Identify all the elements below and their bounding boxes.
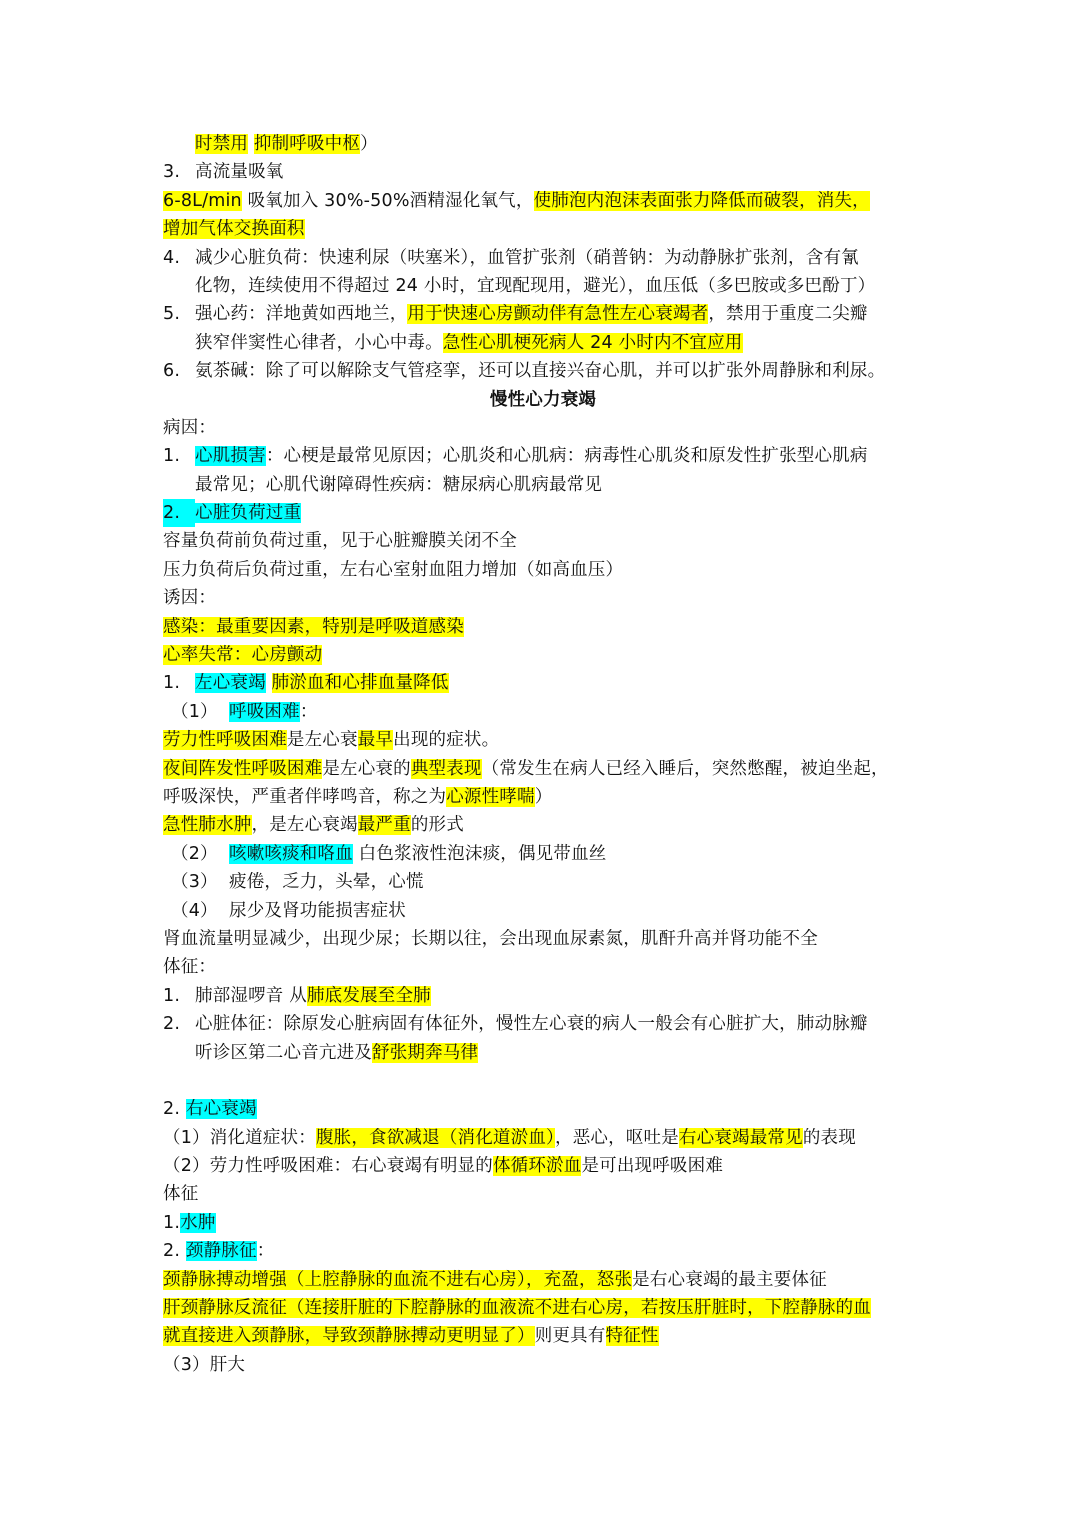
text-line (163, 1209, 923, 1237)
text-segment: ：心梗是最常见原因；心肌炎和心肌病：病毒性心肌炎和原发性扩张型心肌病 (265, 446, 868, 467)
list-number: 2. (163, 499, 195, 527)
text-line (163, 783, 923, 811)
text-line (163, 1266, 923, 1294)
text-segment: 尿少及肾功能损害症状 (229, 900, 406, 921)
highlight-cyan: 呼吸困难 (229, 701, 300, 722)
text-line (163, 698, 923, 726)
text-segment (248, 134, 254, 154)
text-segment: 慢性心力衰竭 (489, 389, 597, 410)
text-line (163, 1294, 923, 1322)
text-segment: 是左心衰的 (322, 758, 411, 779)
text-line (163, 641, 923, 669)
highlight-yellow: 增加气体交换面积 (163, 219, 305, 240)
text-segment: 氨茶碱：除了可以解除支气管痉挛，还可以直接兴奋心肌，并可以扩张外周静脉和利尿。 (195, 361, 886, 382)
text-line (163, 584, 923, 612)
text-line (163, 215, 923, 243)
highlight-yellow: 感染：最重要因素，特别是呼吸道感染 (163, 616, 464, 637)
text-segment: 肾血流量明显减少，出现少尿；长期以往，会出现血尿素氮，肌酐升高并肾功能不全 (163, 928, 818, 949)
highlight-cyan: 咳嗽咳痰和咯血 (229, 843, 353, 864)
text-segment: 的形式 (410, 815, 464, 836)
text-segment: 1. (163, 1212, 181, 1233)
highlight-yellow: 心源性哮喘 (446, 786, 535, 807)
highlight-yellow: 使肺泡内泡沫表面张力降低而破裂，消失， (533, 190, 870, 211)
text-line (163, 1152, 923, 1180)
highlight-yellow: 时禁用 (195, 134, 249, 154)
section-title (163, 386, 923, 414)
text-line (163, 811, 923, 839)
highlight-yellow: 急性心肌梗死病人 24 小时内不宜应用 (442, 332, 743, 353)
highlight-yellow: 就直接进入颈静脉，导致颈静脉搏动更明显了） (163, 1326, 535, 1347)
text-line (163, 1095, 923, 1123)
text-segment: ： (256, 1241, 275, 1262)
list-number: （3） (171, 872, 218, 893)
text-segment: 化物，连续使用不得超过 24 小时，宜现配现用，避光），血压低（多巴胺或多巴酚丁） (195, 275, 876, 296)
highlight-yellow: 肺底发展至全肺 (306, 985, 431, 1006)
highlight-yellow: 急性肺水肿 (163, 815, 252, 836)
text-segment: 听诊区第二心音亢进及 (195, 1042, 372, 1063)
text-line (163, 868, 923, 896)
text-line (163, 1010, 923, 1038)
text-segment: 体征： (163, 957, 217, 978)
highlight-cyan: 右心衰竭 (185, 1099, 257, 1120)
text-segment: 吸氧加入 30%-50%酒精湿化氧气， (241, 190, 534, 211)
highlight-yellow: 特征性 (605, 1326, 659, 1347)
list-number: （4） (171, 900, 218, 921)
highlight-cyan: 心脏负荷过重 (195, 503, 302, 524)
text-segment: （常发生在病人已经入睡后，突然憋醒，被迫坐起， (481, 758, 889, 779)
text-line (163, 925, 923, 953)
text-line (163, 897, 923, 925)
text-segment: 疲倦，乏力，头晕，心慌 (229, 872, 424, 893)
list-number: 6. (163, 361, 181, 382)
text-segment: 是左心衰 (286, 730, 358, 751)
text-line (163, 357, 923, 385)
text-line (163, 556, 923, 584)
text-segment: 出现的症状。 (393, 730, 500, 751)
text-segment: 的表现 (802, 1127, 856, 1148)
text-segment: 心脏体征：除原发心脏病固有体征外，慢性左心衰的病人一般会有心脏扩大，肺动脉瓣 (195, 1014, 868, 1035)
text-segment: （3）肝大 (163, 1354, 246, 1375)
text-line (163, 755, 923, 783)
text-line (163, 300, 923, 328)
highlight-yellow: 最严重 (357, 815, 411, 836)
text-segment: 高流量吸氧 (195, 162, 284, 183)
text-line (163, 1322, 923, 1350)
text-segment: 是可出现呼吸困难 (581, 1156, 724, 1177)
highlight-yellow: 颈静脉搏动增强（上腔静脉的血流不进右心房），充盈，怒张 (163, 1269, 633, 1290)
text-segment: 最常见；心肌代谢障碍性疾病：糖尿病心肌病最常见 (195, 474, 603, 495)
list-number: 1. (163, 985, 181, 1006)
text-line (163, 414, 923, 442)
text-segment: ，是左心衰竭 (251, 815, 358, 836)
text-segment: （2）劳力性呼吸困难：右心衰竭有明显的 (163, 1156, 493, 1177)
text-segment: 强心药：洋地黄如西地兰， (195, 304, 408, 325)
highlight-cyan: 水肿 (180, 1212, 216, 1233)
highlight-yellow: 心率失常：心房颤动 (163, 645, 323, 666)
text-segment: 狭窄伴窦性心律者，小心中毒。 (195, 332, 443, 353)
highlight-yellow: 体循环淤血 (492, 1156, 582, 1177)
text-line (163, 1180, 923, 1208)
text-segment: 2. (163, 1241, 186, 1262)
text-line (163, 953, 923, 981)
highlight-yellow: 典型表现 (410, 758, 482, 779)
highlight-yellow: 腹胀，食欲减退（消化道淤血） (315, 1127, 555, 1148)
highlight-cyan: 颈静脉征 (185, 1241, 257, 1262)
highlight-yellow: 劳力性呼吸困难 (163, 730, 287, 751)
highlight-yellow: 用于快速心房颤动伴有急性左心衰竭者 (407, 304, 709, 325)
text-segment: 压力负荷后负荷过重，左右心室射血阻力增加（如高血压） (163, 559, 624, 580)
text-line (163, 1351, 923, 1379)
text-line (163, 669, 923, 697)
highlight-yellow: 6-8L/min (163, 190, 242, 211)
highlight-yellow: 肝颈静脉反流征（连接肝脏的下腔静脉的血液流不进右心房，若按压肝脏时，下腔静脉的血 (163, 1298, 871, 1319)
blank-line (163, 1067, 923, 1095)
text-line (163, 613, 923, 641)
list-number: 3. (163, 162, 181, 183)
text-line (163, 471, 923, 499)
highlight-yellow: 右心衰竭最常见 (678, 1127, 803, 1148)
text-line (163, 982, 923, 1010)
text-line (163, 527, 923, 555)
list-number: 2. (163, 1014, 181, 1035)
text-line (163, 272, 923, 300)
highlight-yellow: 夜间阵发性呼吸困难 (163, 758, 323, 779)
text-line (163, 329, 923, 357)
text-segment: 诱因： (163, 588, 217, 609)
highlight-yellow: 最早 (357, 730, 394, 751)
text-segment: 白色浆液性泡沫痰，偶见带血丝 (352, 843, 607, 864)
text-segment: 容量负荷前负荷过重，见于心脏瓣膜关闭不全 (163, 531, 517, 552)
highlight-cyan: 左心衰竭 (195, 673, 266, 694)
text-segment: 是右心衰竭的最主要体征 (632, 1269, 827, 1290)
list-number: 5. (163, 304, 181, 325)
text-segment: 病因： (163, 417, 217, 438)
list-number: 1. (163, 673, 181, 694)
list-number: （2） (171, 843, 218, 864)
text-segment: ） (360, 134, 378, 154)
text-line (163, 840, 923, 868)
text-line (163, 1039, 923, 1067)
text-segment: 体征 (163, 1184, 199, 1205)
list-number: 1. (163, 446, 181, 467)
text-line (163, 187, 923, 215)
text-line (163, 130, 923, 158)
text-line (163, 244, 923, 272)
text-segment: 呼吸深快，严重者伴哮鸣音，称之为 (163, 786, 447, 807)
text-segment: ，禁用于重度二尖瓣 (708, 304, 868, 325)
text-segment: ： (299, 701, 318, 722)
list-number: 4. (163, 247, 181, 268)
text-segment: ） (534, 786, 553, 807)
highlight-yellow: 舒张期奔马律 (372, 1042, 479, 1063)
document-body (163, 130, 923, 1379)
text-line (163, 158, 923, 186)
text-segment: ，恶心，呕吐是 (555, 1127, 679, 1148)
highlight-cyan: 心肌损害 (195, 446, 266, 467)
text-segment: 则更具有 (534, 1326, 606, 1347)
list-number: （1） (171, 701, 218, 722)
text-line (163, 1237, 923, 1265)
text-segment (266, 673, 272, 693)
text-segment: （1）消化道症状： (163, 1127, 316, 1148)
text-line (163, 499, 923, 527)
text-segment: 2. (163, 1099, 186, 1120)
text-segment: 肺部湿啰音 从 (195, 985, 307, 1006)
text-segment: 减少心脏负荷：快速利尿（呋塞米），血管扩张剂（硝普钠：为动静脉扩张剂，含有氰 (195, 247, 859, 268)
text-line (163, 442, 923, 470)
highlight-yellow: 肺淤血和心排血量降低 (271, 673, 449, 694)
text-line (163, 726, 923, 754)
text-line (163, 1124, 923, 1152)
highlight-yellow: 抑制呼吸中枢 (253, 134, 361, 154)
